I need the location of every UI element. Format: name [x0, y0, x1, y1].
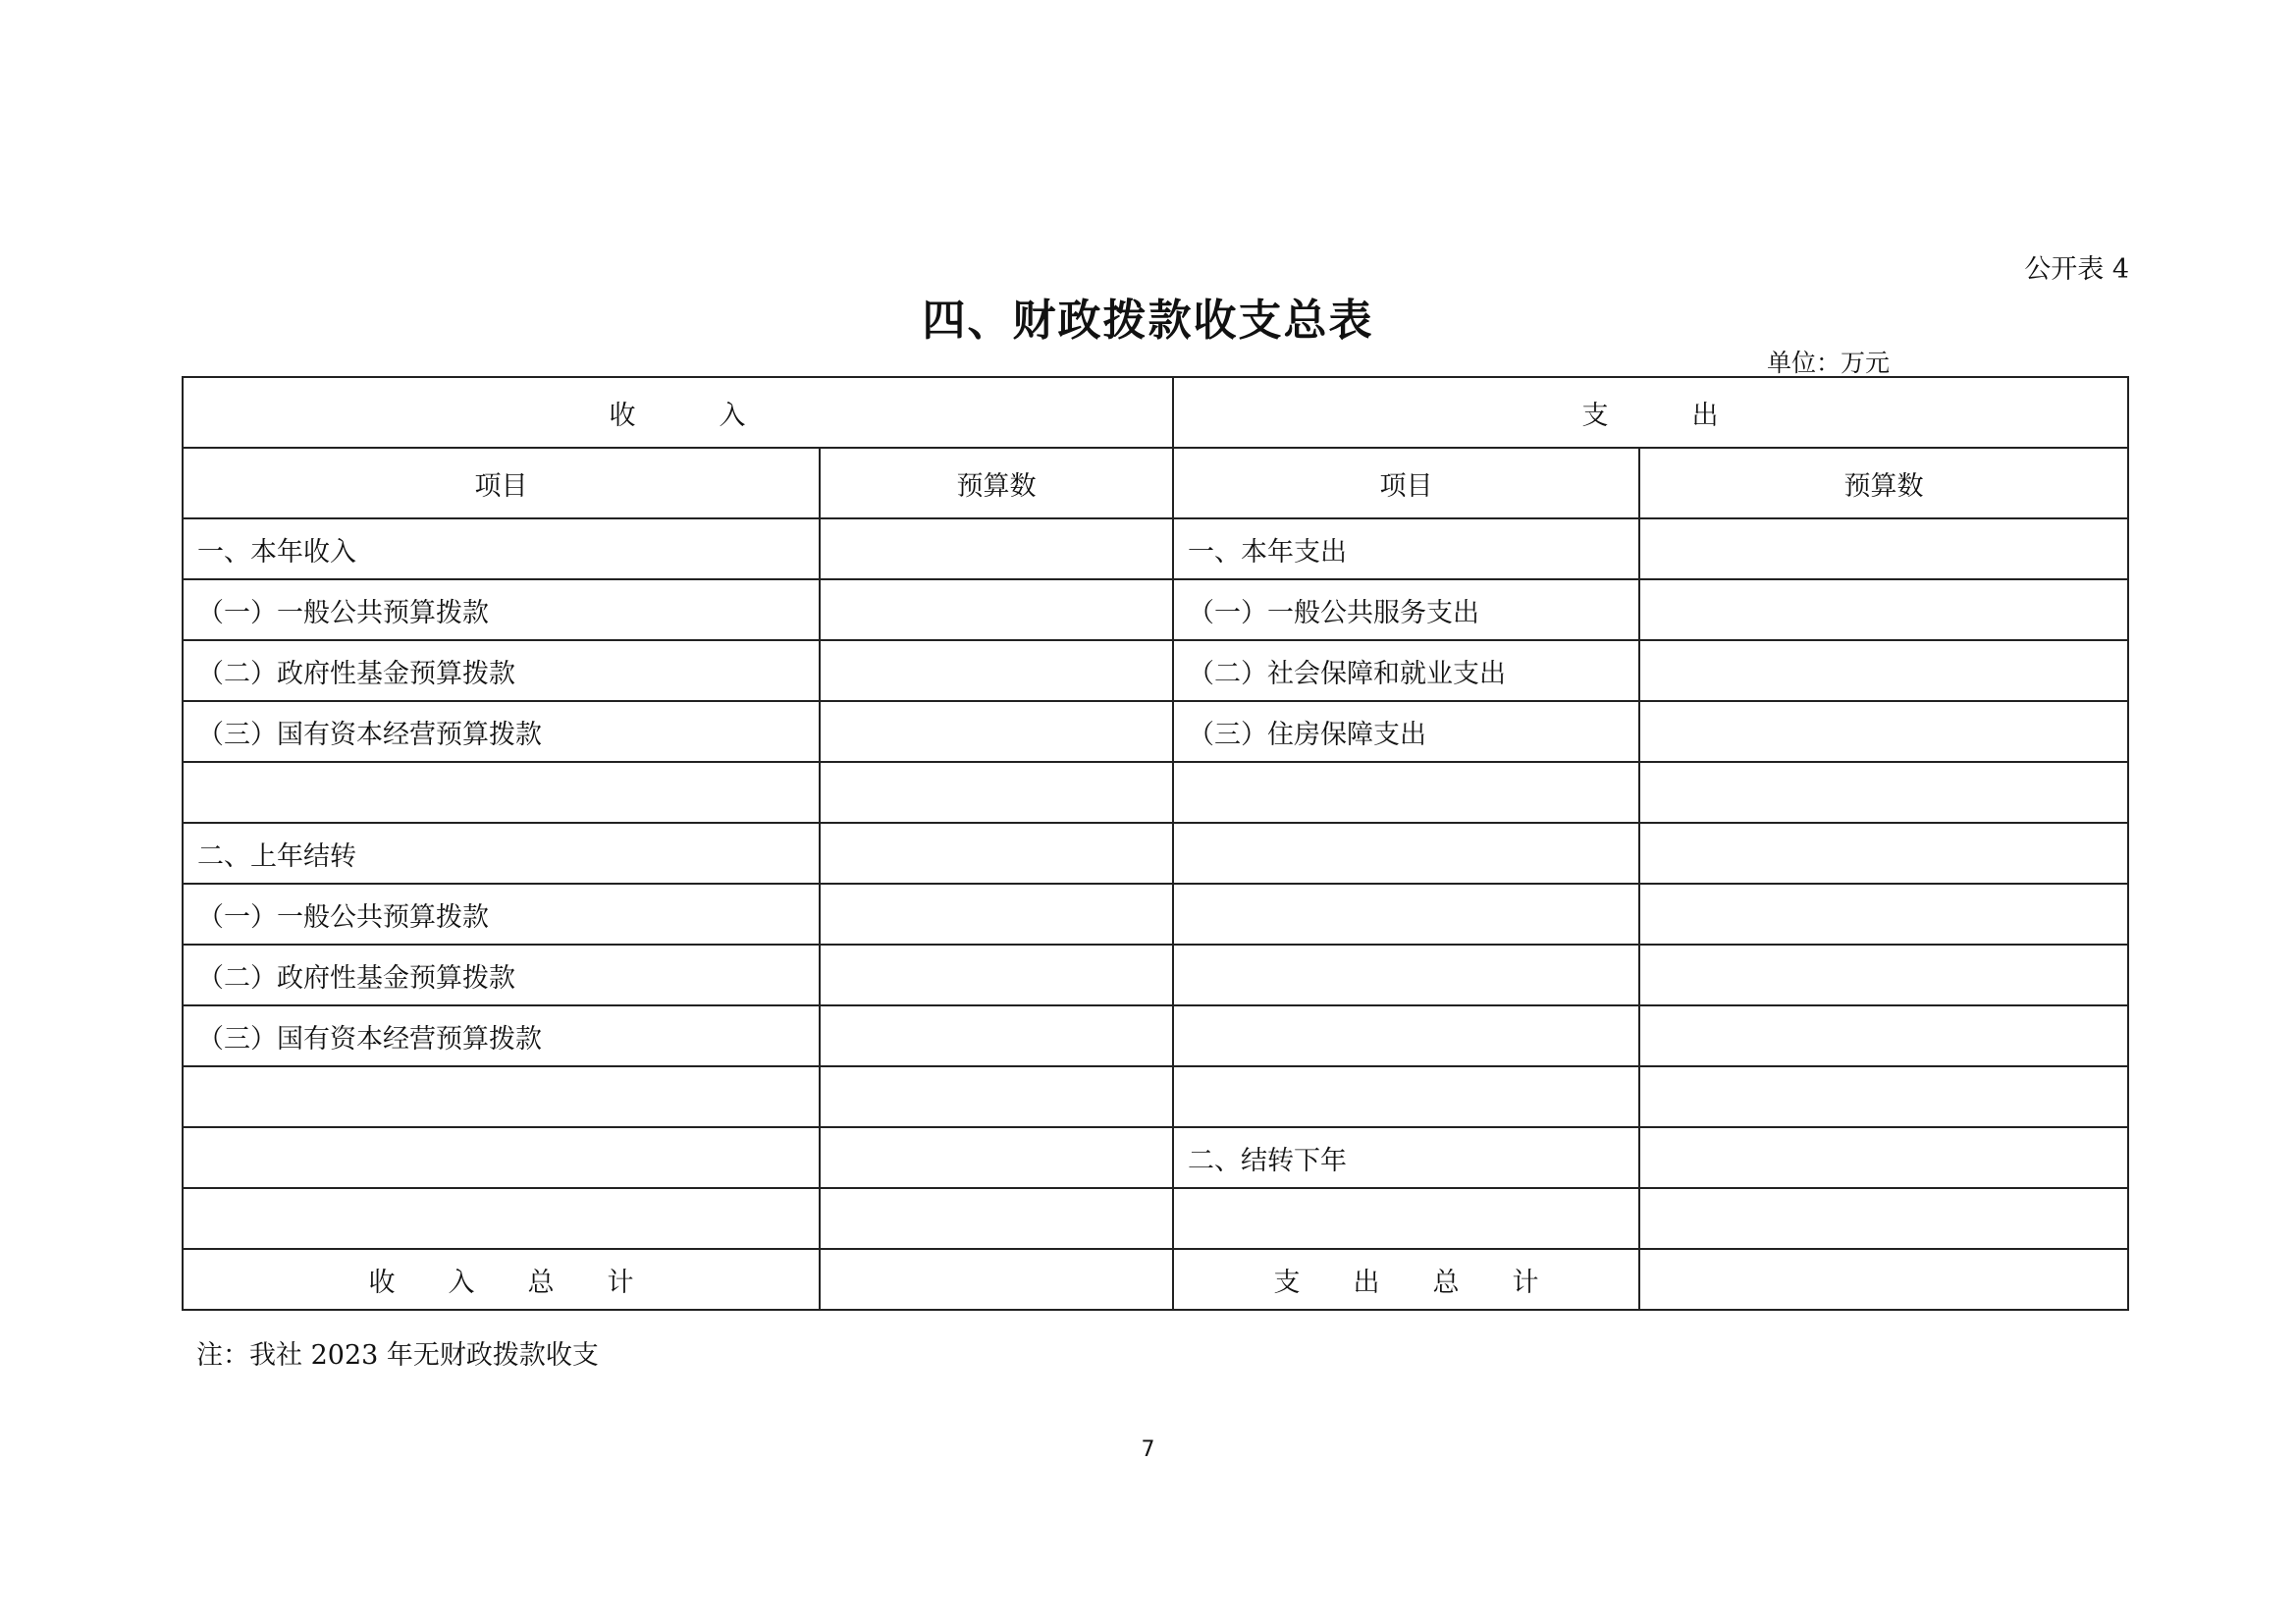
page-number: 7	[1141, 1437, 1155, 1462]
income-item-cell: （一）一般公共预算拨款	[183, 579, 820, 640]
table-row	[183, 518, 2128, 579]
income-item-cell: （三）国有资本经营预算拨款	[183, 701, 820, 762]
expense-budget-cell	[1639, 884, 2128, 945]
income-budget-cell	[820, 1066, 1173, 1127]
expense-budget-cell	[1639, 762, 2128, 823]
expense-item-cell: 二、结转下年	[1173, 1127, 1639, 1188]
expense-item-column-header: 项目	[1173, 448, 1639, 518]
page-title: 四、财政拨款收支总表	[922, 296, 1374, 346]
expense-item-cell	[1173, 945, 1639, 1005]
income-item-cell: 一、本年收入	[183, 518, 820, 579]
column-header-row	[183, 448, 2128, 518]
expense-item-cell	[1173, 1005, 1639, 1066]
expense-budget-column-header: 预算数	[1639, 448, 2128, 518]
table-body	[183, 377, 2128, 1310]
table-row	[183, 701, 2128, 762]
income-budget-cell	[820, 1188, 1173, 1249]
unit-label: 单位：万元	[1767, 349, 1891, 377]
expense-item-cell	[1173, 1066, 1639, 1127]
expense-total-value	[1639, 1249, 2128, 1310]
expense-section-header: 支 出	[1173, 377, 2128, 448]
expense-budget-cell	[1639, 945, 2128, 1005]
expense-budget-cell	[1639, 1188, 2128, 1249]
expense-budget-cell	[1639, 579, 2128, 640]
footnote: 注：我社 2023 年无财政拨款收支	[196, 1340, 599, 1371]
income-total-label: 收 入 总 计	[183, 1249, 820, 1310]
income-item-cell	[183, 1066, 820, 1127]
income-item-cell: （一）一般公共预算拨款	[183, 884, 820, 945]
expense-item-cell	[1173, 762, 1639, 823]
table-row	[183, 1005, 2128, 1066]
expense-item-cell: （一）一般公共服务支出	[1173, 579, 1639, 640]
table-row	[183, 1066, 2128, 1127]
expense-budget-cell	[1639, 701, 2128, 762]
total-row	[183, 1249, 2128, 1310]
income-budget-cell	[820, 1005, 1173, 1066]
expense-budget-cell	[1639, 640, 2128, 701]
expense-item-cell	[1173, 823, 1639, 884]
income-item-cell	[183, 1188, 820, 1249]
expense-item-cell	[1173, 1188, 1639, 1249]
income-item-cell: （三）国有资本经营预算拨款	[183, 1005, 820, 1066]
table-row	[183, 884, 2128, 945]
income-item-cell: （二）政府性基金预算拨款	[183, 945, 820, 1005]
expense-item-cell: （二）社会保障和就业支出	[1173, 640, 1639, 701]
income-item-cell: （二）政府性基金预算拨款	[183, 640, 820, 701]
income-item-cell	[183, 762, 820, 823]
expense-total-label: 支 出 总 计	[1173, 1249, 1639, 1310]
income-budget-cell	[820, 701, 1173, 762]
income-budget-column-header: 预算数	[820, 448, 1173, 518]
income-section-header: 收 入	[183, 377, 1173, 448]
income-budget-cell	[820, 762, 1173, 823]
section-header-row	[183, 377, 2128, 448]
income-budget-cell	[820, 579, 1173, 640]
income-budget-cell	[820, 518, 1173, 579]
income-total-value	[820, 1249, 1173, 1310]
expense-budget-cell	[1639, 1005, 2128, 1066]
income-item-cell: 二、上年结转	[183, 823, 820, 884]
income-budget-cell	[820, 945, 1173, 1005]
expense-budget-cell	[1639, 1127, 2128, 1188]
table-row	[183, 823, 2128, 884]
expense-item-cell	[1173, 884, 1639, 945]
fiscal-allocation-summary-table	[182, 376, 2129, 1311]
table-row	[183, 579, 2128, 640]
table-code: 公开表 4	[2024, 254, 2129, 285]
table-row	[183, 1188, 2128, 1249]
income-item-column-header: 项目	[183, 448, 820, 518]
income-budget-cell	[820, 640, 1173, 701]
expense-item-cell: 一、本年支出	[1173, 518, 1639, 579]
income-budget-cell	[820, 884, 1173, 945]
table-row	[183, 640, 2128, 701]
table-row	[183, 762, 2128, 823]
expense-budget-cell	[1639, 1066, 2128, 1127]
income-budget-cell	[820, 823, 1173, 884]
expense-item-cell: （三）住房保障支出	[1173, 701, 1639, 762]
income-budget-cell	[820, 1127, 1173, 1188]
table-row	[183, 1127, 2128, 1188]
table-row	[183, 945, 2128, 1005]
income-item-cell	[183, 1127, 820, 1188]
expense-budget-cell	[1639, 518, 2128, 579]
expense-budget-cell	[1639, 823, 2128, 884]
